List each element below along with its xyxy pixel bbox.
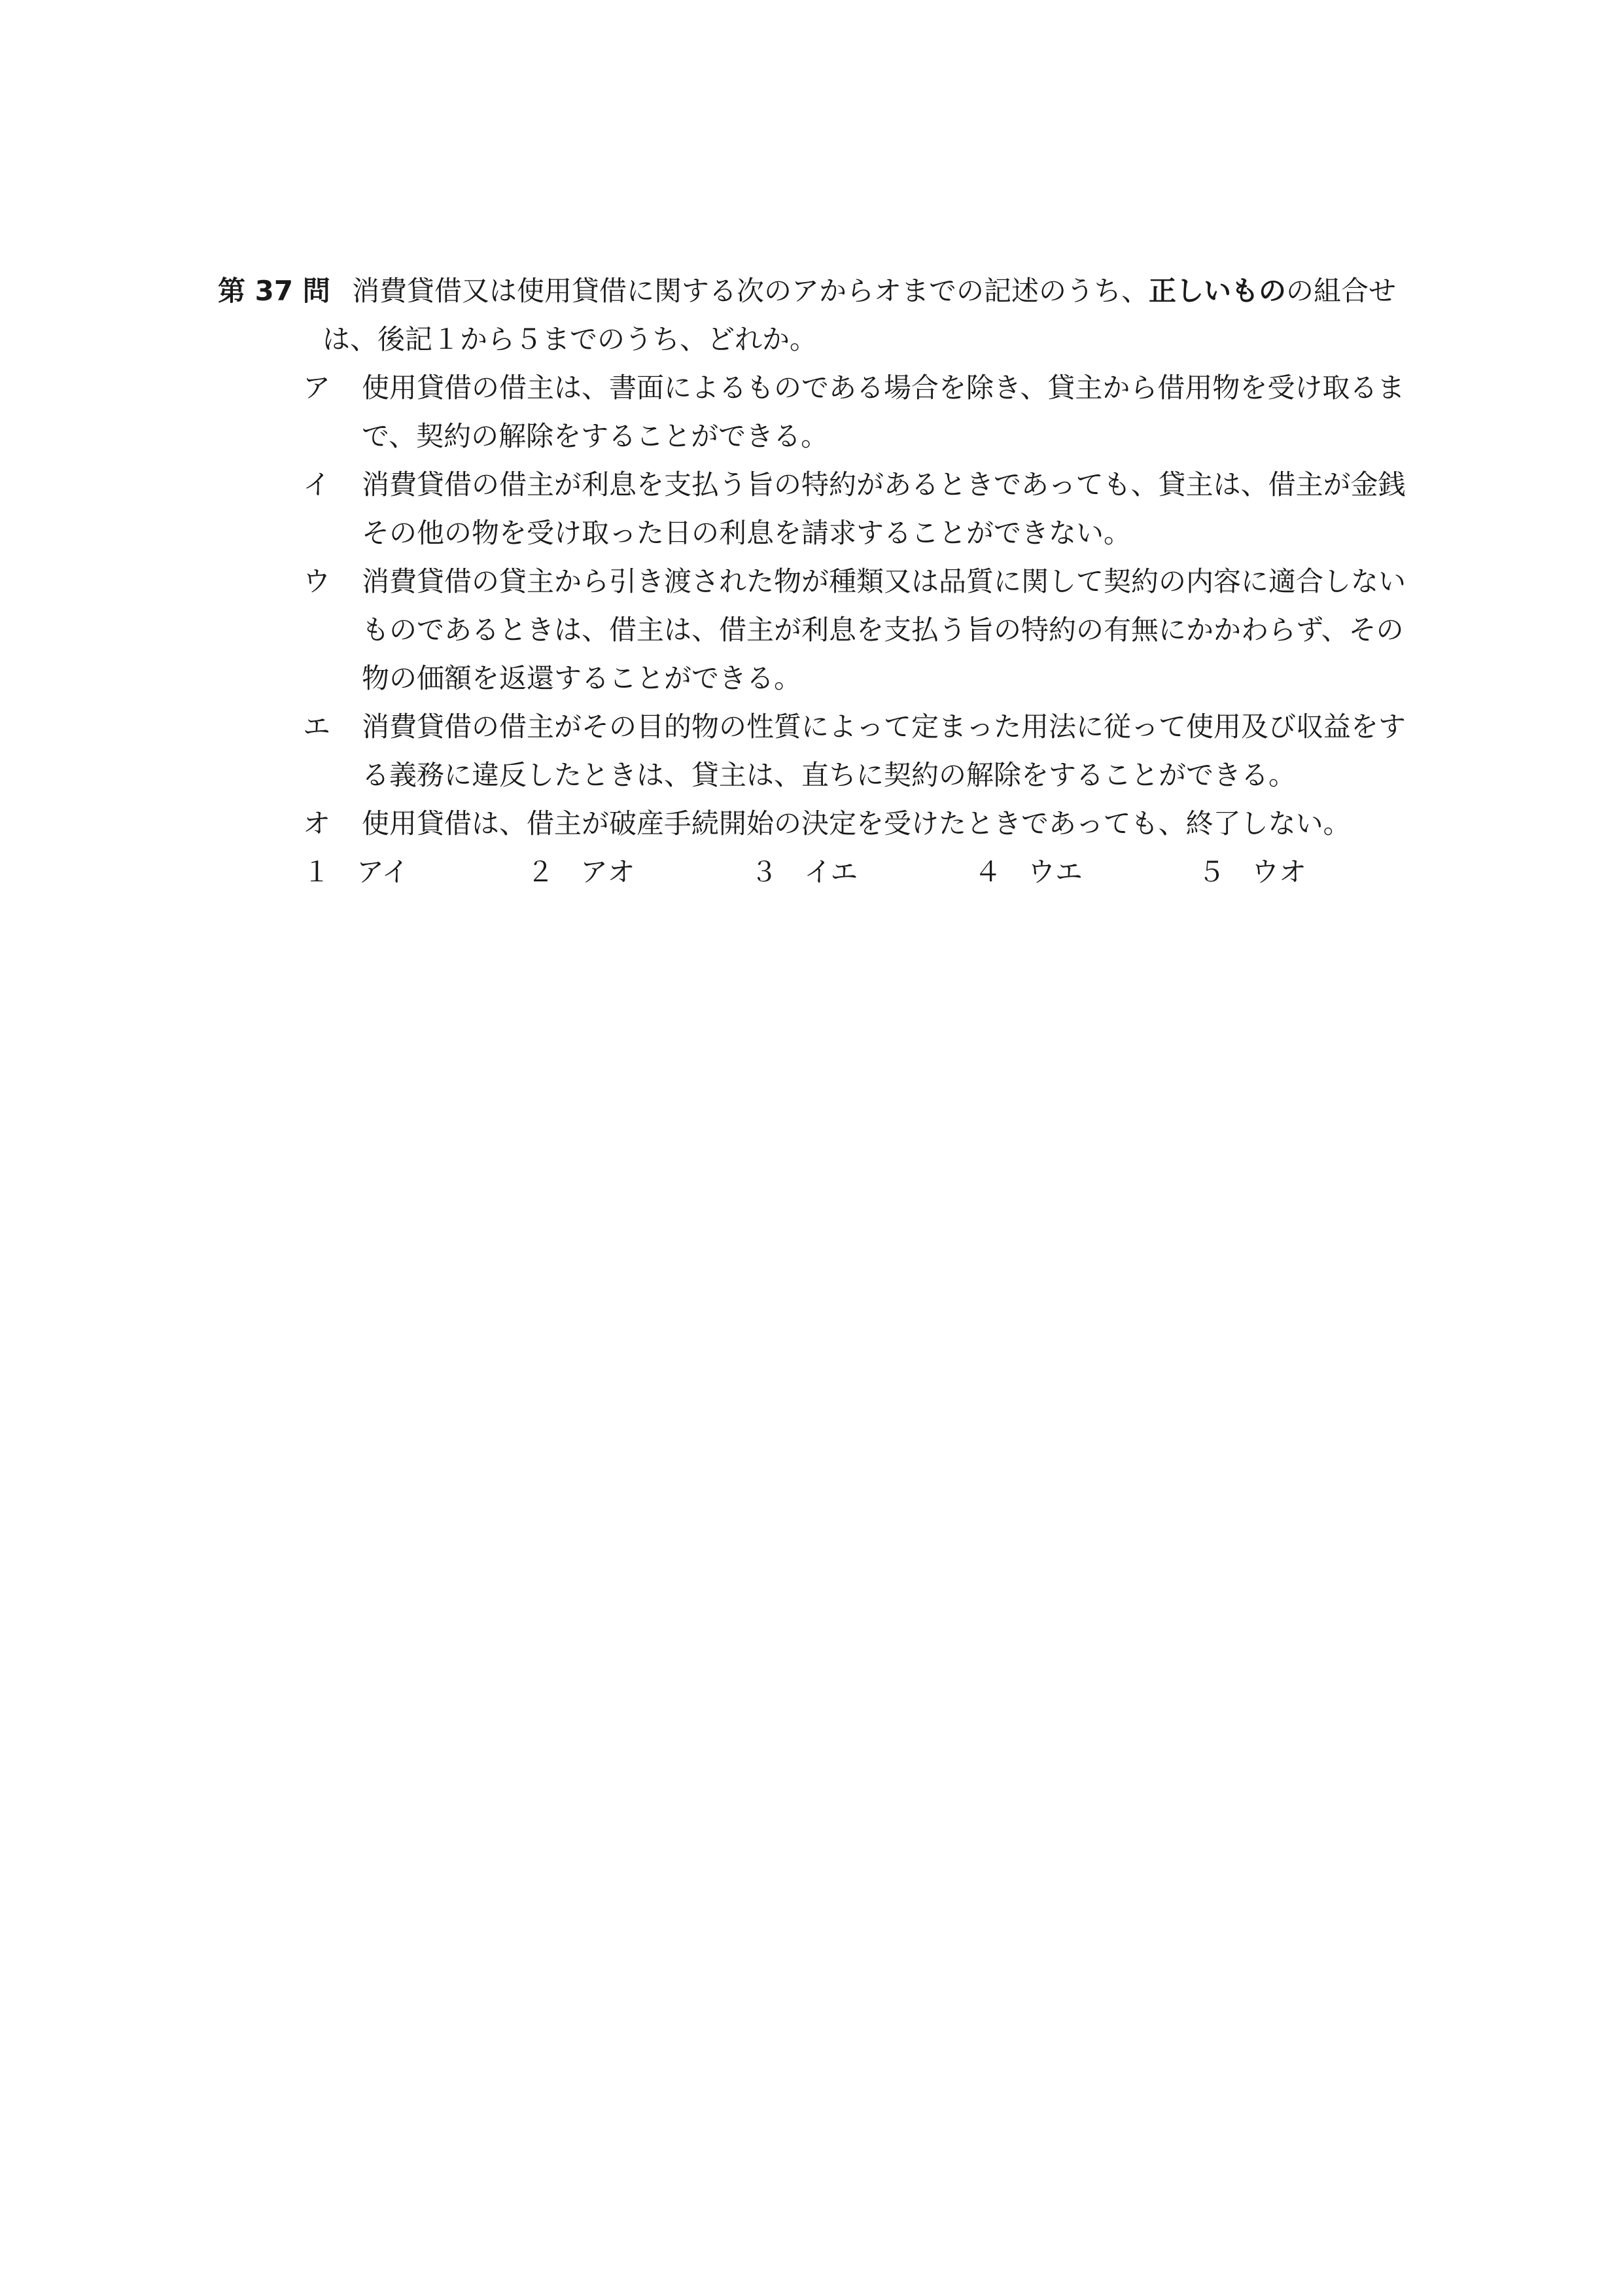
statement-text: 使用貸借の借主は、書面によるものである場合を除き、貸主から借用物を受け取るまで、契約の解除をすることができる。	[362, 372, 1405, 452]
question-number-label	[218, 267, 352, 315]
statement-marker: ウ	[303, 565, 331, 597]
statement-marker: ア	[303, 372, 331, 404]
choice-number: ４	[974, 856, 1002, 888]
statement-marker: オ	[303, 807, 331, 839]
question-block	[218, 267, 1422, 896]
choice-number: ３	[750, 856, 778, 888]
choice-number: ５	[1198, 856, 1226, 888]
statement-i	[303, 461, 1422, 557]
question-label-suffix: 問	[302, 275, 330, 307]
choice-answer: イエ	[804, 856, 858, 888]
choice-answer: アイ	[357, 856, 410, 888]
choice-answer: アオ	[580, 856, 635, 888]
choice-number: ２	[527, 856, 555, 888]
statement-text: 消費貸借の借主が利息を支払う旨の特約があるときであっても、貸主は、借主が金銭その他の物を受け取った日の利息を請求することができない。	[362, 468, 1406, 549]
statement-text: 消費貸借の貸主から引き渡された物が種類又は品質に関して契約の内容に適合しないものであるときは、借主は、借主が利息を支払う旨の特約の有無にかかわらず、その物の価額を返還することができる。	[362, 565, 1406, 694]
choice-answer: ウエ	[1028, 856, 1083, 888]
statement-o	[303, 800, 1422, 848]
statement-a	[303, 364, 1422, 461]
question-intro-emphasis: 正しいもの	[1149, 275, 1287, 307]
answer-choice-2[interactable]	[527, 848, 750, 896]
question-label-prefix: 第	[218, 275, 246, 307]
answer-choice-3[interactable]	[750, 848, 974, 896]
question-intro-before: 消費貸借又は使用貸借に関する次のアからオまでの記述のうち、	[352, 275, 1149, 307]
statement-u	[303, 557, 1422, 703]
question-number: 37	[254, 275, 294, 307]
statement-marker: エ	[303, 711, 331, 743]
choice-number: １	[303, 856, 331, 888]
statement-marker: イ	[303, 468, 331, 501]
answer-choice-1[interactable]	[303, 848, 527, 896]
statement-text: 使用貸借は、借主が破産手続開始の決定を受けたときであっても、終了しない。	[362, 807, 1351, 839]
answer-choice-5[interactable]	[1198, 848, 1422, 896]
question-intro-after: の組合せは、後記１から５までのうち、どれか。	[323, 275, 1397, 355]
answer-choices	[303, 848, 1422, 896]
choice-answer: ウオ	[1251, 856, 1307, 888]
question-stem	[218, 267, 1422, 364]
answer-choice-4[interactable]	[974, 848, 1198, 896]
statement-e	[303, 703, 1422, 800]
statement-text: 消費貸借の借主がその目的物の性質によって定まった用法に従って使用及び収益をする義務に違反したときは、貸主は、直ちに契約の解除をすることができる。	[362, 711, 1406, 791]
